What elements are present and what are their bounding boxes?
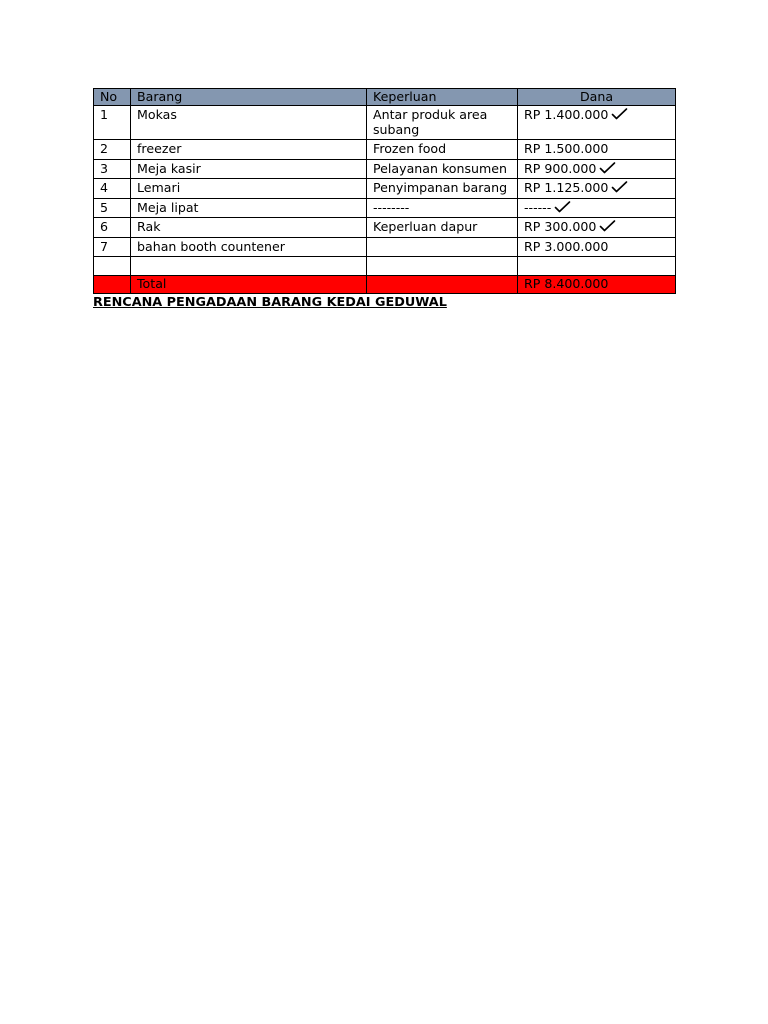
row-barang: Meja kasir xyxy=(137,160,201,176)
table-header-row xyxy=(94,89,676,106)
table-row xyxy=(94,159,676,178)
header-barang: Barang xyxy=(131,89,367,106)
check-mark-icon xyxy=(611,181,628,193)
row-dana: RP 300.000 xyxy=(524,219,597,235)
row-dana: ------ xyxy=(524,199,552,215)
row-keperluan: Penyimpanan barang xyxy=(373,180,508,196)
table-row xyxy=(94,257,676,276)
row-barang-cell xyxy=(131,218,367,237)
row-barang-cell xyxy=(131,257,367,276)
check-mark-icon xyxy=(599,220,616,232)
row-barang-cell xyxy=(131,237,367,256)
row-no: 5 xyxy=(100,199,109,215)
row-no: 3 xyxy=(100,160,109,176)
row-no-cell xyxy=(94,218,131,237)
row-keperluan-cell xyxy=(367,198,518,217)
row-no-cell xyxy=(94,257,131,276)
row-keperluan-cell xyxy=(367,159,518,178)
total-keperluan-cell xyxy=(367,276,518,293)
table-row xyxy=(94,237,676,256)
total-amount: RP 8.400.000 xyxy=(518,276,676,293)
row-barang: freezer xyxy=(137,141,182,157)
row-no-cell xyxy=(94,198,131,217)
row-keperluan-cell xyxy=(367,179,518,198)
row-no: 1 xyxy=(100,107,109,123)
row-dana: RP 3.000.000 xyxy=(524,238,609,254)
table-row xyxy=(94,106,676,140)
row-barang: Mokas xyxy=(137,107,177,123)
row-keperluan-cell xyxy=(367,237,518,256)
table-row xyxy=(94,218,676,237)
header-no: No xyxy=(94,89,131,106)
row-barang-cell xyxy=(131,159,367,178)
check-mark-icon xyxy=(611,108,628,120)
row-barang: bahan booth countener xyxy=(137,238,285,254)
row-dana-cell xyxy=(518,237,676,256)
row-barang: Lemari xyxy=(137,180,181,196)
row-no-cell xyxy=(94,237,131,256)
row-keperluan: Antar produk area subang xyxy=(373,107,488,137)
row-no: 6 xyxy=(100,219,109,235)
row-dana-cell xyxy=(518,257,676,276)
table-row xyxy=(94,179,676,198)
row-keperluan: Frozen food xyxy=(373,141,447,157)
header-keperluan: Keperluan xyxy=(367,89,518,106)
row-no-cell xyxy=(94,106,131,140)
row-dana: RP 1.125.000 xyxy=(524,180,609,196)
row-barang: Rak xyxy=(137,219,161,235)
row-keperluan: Keperluan dapur xyxy=(373,219,478,235)
row-keperluan: Pelayanan konsumen xyxy=(373,160,508,176)
row-dana-cell xyxy=(518,159,676,178)
total-no-cell xyxy=(94,276,131,293)
document-title: RENCANA PENGADAAN BARANG KEDAI GEDUWAL xyxy=(93,294,447,310)
row-dana-cell xyxy=(518,140,676,159)
row-keperluan-cell xyxy=(367,257,518,276)
row-barang-cell xyxy=(131,140,367,159)
row-dana-cell xyxy=(518,179,676,198)
row-keperluan: -------- xyxy=(373,199,410,215)
check-mark-icon xyxy=(599,162,616,174)
row-keperluan-cell xyxy=(367,140,518,159)
row-barang: Meja lipat xyxy=(137,199,199,215)
row-no: 7 xyxy=(100,238,109,254)
row-dana: RP 900.000 xyxy=(524,160,597,176)
row-no-cell xyxy=(94,179,131,198)
row-no: 2 xyxy=(100,141,109,157)
procurement-table xyxy=(93,88,676,294)
row-dana-cell xyxy=(518,198,676,217)
row-keperluan-cell xyxy=(367,106,518,140)
check-mark-icon xyxy=(554,201,571,213)
row-barang-cell xyxy=(131,198,367,217)
table-row xyxy=(94,140,676,159)
row-barang-cell xyxy=(131,106,367,140)
row-barang-cell xyxy=(131,179,367,198)
total-label: Total xyxy=(131,276,367,293)
row-no-cell xyxy=(94,159,131,178)
row-no-cell xyxy=(94,140,131,159)
row-keperluan-cell xyxy=(367,218,518,237)
row-dana: RP 1.500.000 xyxy=(524,141,609,157)
row-dana-cell xyxy=(518,218,676,237)
header-dana: Dana xyxy=(518,89,676,106)
spreadsheet-area xyxy=(93,88,675,310)
row-no: 4 xyxy=(100,180,109,196)
total-row xyxy=(94,276,676,293)
table-row xyxy=(94,198,676,217)
row-dana-cell xyxy=(518,106,676,140)
row-dana: RP 1.400.000 xyxy=(524,107,609,123)
